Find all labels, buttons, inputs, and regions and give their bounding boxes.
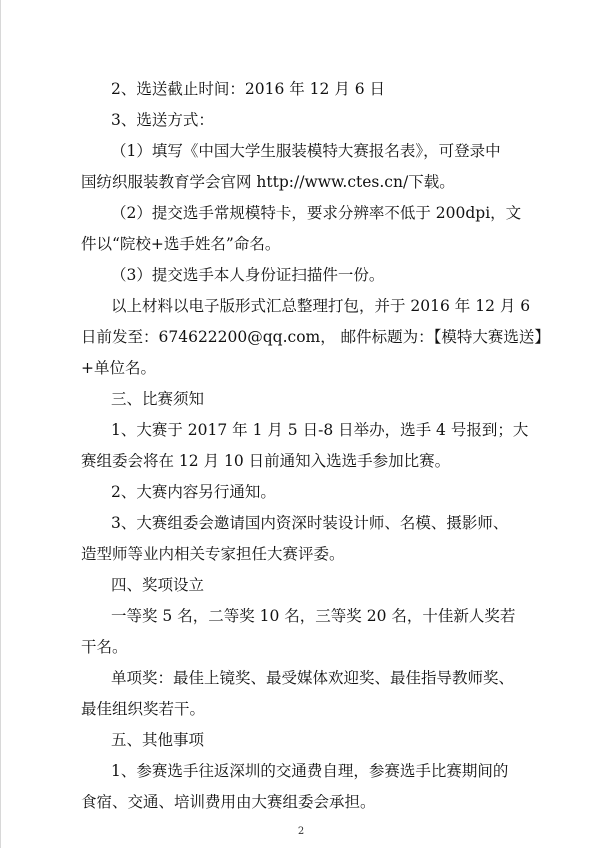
- section-heading: 五、其他事项: [111, 731, 205, 749]
- text-line: 食宿、交通、培训费用由大赛组委会承担。: [81, 793, 376, 811]
- text-line: 1、大赛于 2017 年 1 月 5 日-8 日举办，选手 4 号报到；大: [111, 421, 529, 439]
- text-line: 日前发至：674622200@qq.com， 邮件标题为：【模特大赛选送】: [81, 328, 550, 346]
- page-number: 2: [297, 826, 305, 837]
- text-line: 赛组委会将在 12 月 10 日前通知入选选手参加比赛。: [81, 452, 451, 470]
- text-line: 一等奖 5 名，二等奖 10 名，三等奖 20 名，十佳新人奖若: [111, 607, 516, 625]
- text-line: 以上材料以电子版形式汇总整理打包，并于 2016 年 12 月 6: [111, 297, 531, 315]
- text-line: 干名。: [81, 638, 128, 656]
- text-line: 单项奖：最佳上镜奖、最受媒体欢迎奖、最佳指导教师奖、: [111, 669, 515, 687]
- text-line: 1、参赛选手往返深圳的交通费自理，参赛选手比赛期间的: [111, 762, 509, 780]
- text-line: 造型师等业内相关专家担任大赛评委。: [81, 545, 345, 563]
- text-line: 3、大赛组委会邀请国内资深时装设计师、名模、摄影师、: [111, 514, 509, 532]
- text-line: +单位名。: [81, 359, 156, 377]
- text-line: （3）提交选手本人身份证扫描件一份。: [111, 266, 385, 284]
- text-line: 3、选送方式：: [111, 111, 214, 129]
- section-heading: 四、奖项设立: [111, 576, 205, 594]
- text-line: （1）填写《中国大学生服装模特大赛报名表》，可登录中: [111, 142, 501, 160]
- text-line: 件以“院校+选手姓名”命名。: [81, 235, 281, 253]
- text-line: 最佳组织奖若干。: [81, 700, 206, 718]
- section-heading: 三、比赛须知: [111, 390, 205, 408]
- text-line: 国纺织服装教育学会官网 http://www.ctes.cn/下载。: [81, 173, 455, 191]
- text-line: 2、选送截止时间：2016 年 12 月 6 日: [111, 80, 386, 98]
- text-line: 2、大赛内容另行通知。: [111, 483, 276, 501]
- text-line: （2）提交选手常规模特卡，要求分辨率不低于 200dpi，文: [111, 204, 522, 222]
